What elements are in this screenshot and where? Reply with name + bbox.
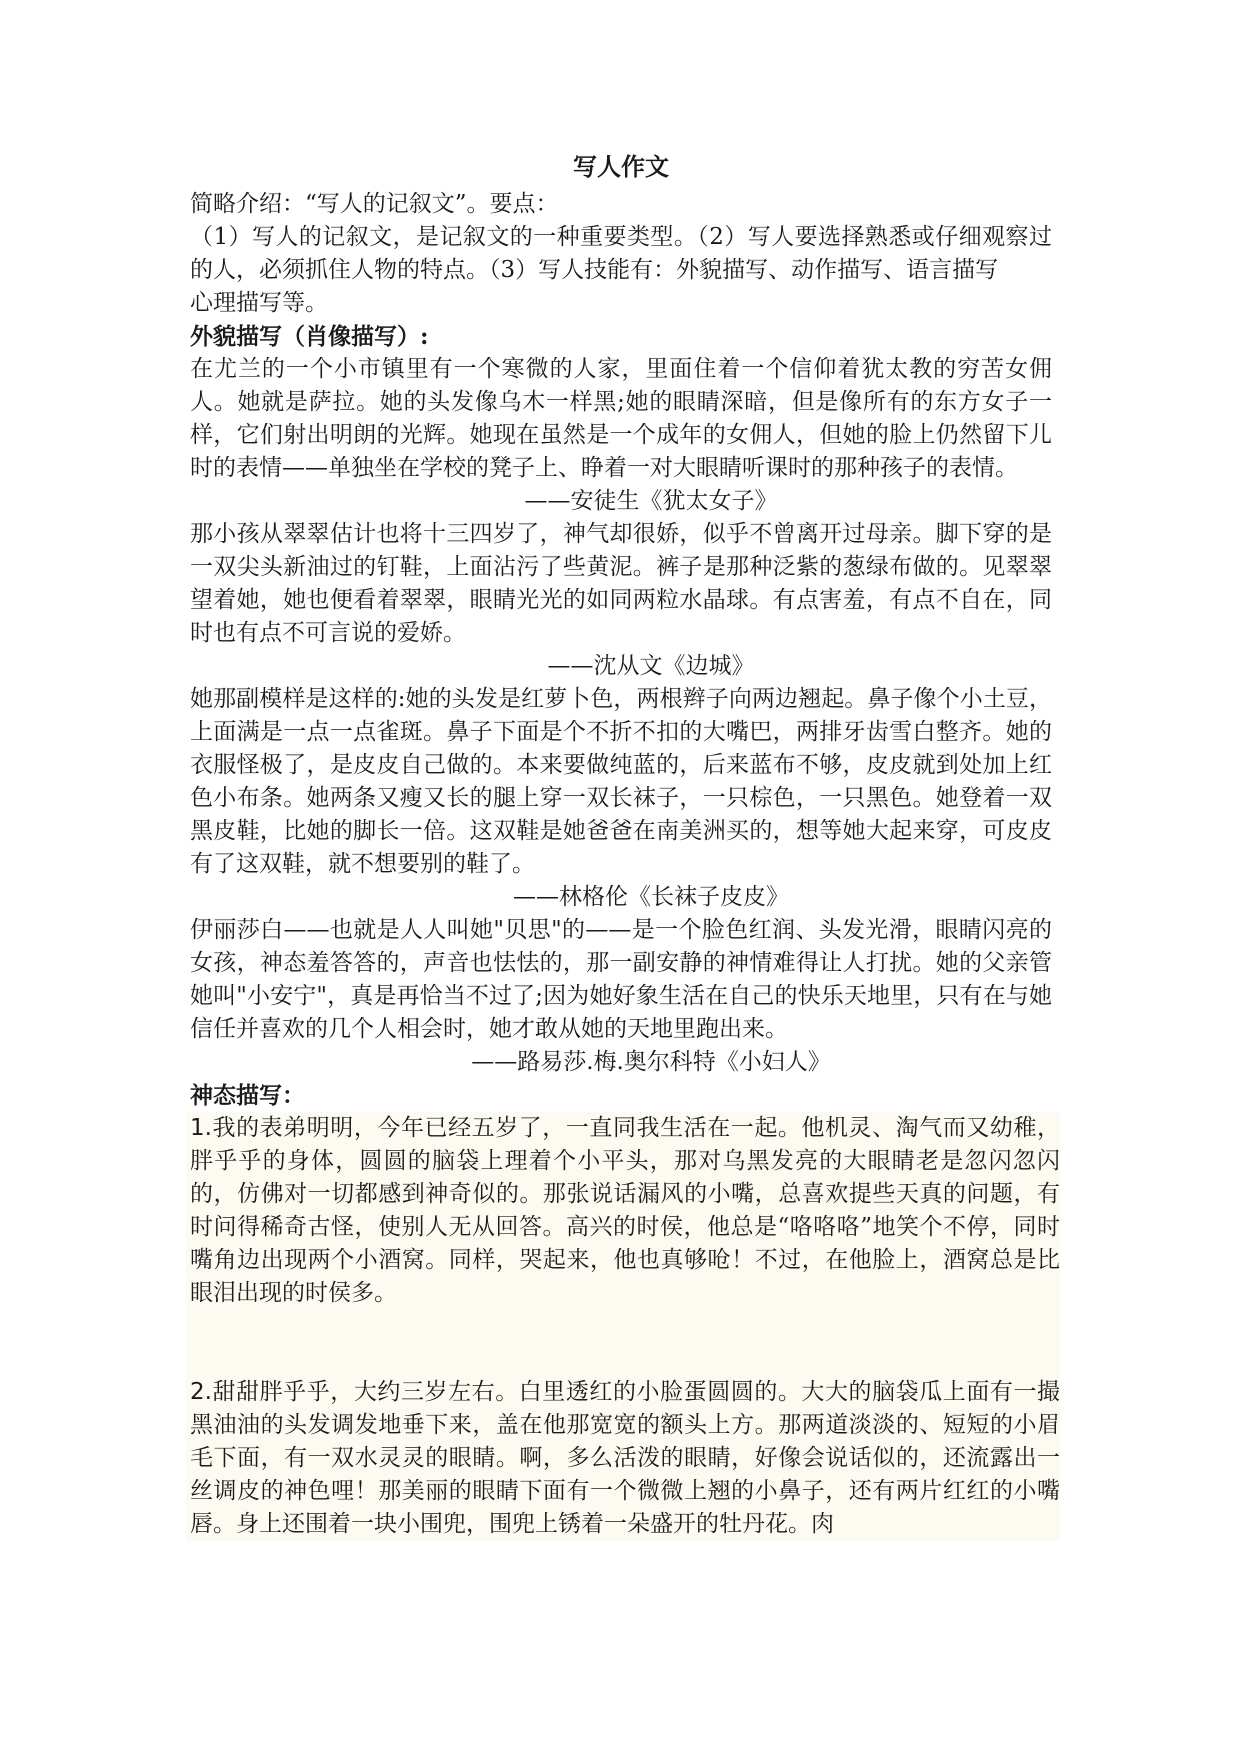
spacer [190,1310,1060,1376]
example-text: 我的表弟明明，今年已经五岁了，一直同我生活在一起。他机灵、淘气而又幼稚，胖乎乎的身体，圆圆的脑袋上理着个小平头，那对乌黑发亮的大眼睛老是忽闪忽闪的，仿佛对一切都感到神奇似的。那张说话漏风的小嘴，总喜欢提些天真的问题，有时问得稀奇古怪，使别人无从回答。高兴的时侯，他总是“咯咯咯”地笑个不停，同时嘴角边出现两个小酒窝。同样，哭起来，他也真够呛！不过，在他脸上，酒窝总是比眼泪出现的时侯多。 [190,1115,1060,1306]
document-title: 写人作文 [573,152,669,181]
intro-line-2: （1）写人的记叙文，是记叙文的一种重要类型。（2）写人要选择熟悉或仔细观察过的人，必须抓住人物的特点。（3）写人技能有：外貌描写、动作描写、语言描写 [190,224,1052,283]
section-heading-expression: 神态描写： [190,1082,305,1109]
passage-text: 那小孩从翠翠估计也将十三四岁了，神气却很娇，似乎不曾离开过母亲。脚下穿的是一双尖头新油过的钉鞋，上面沾污了些黄泥。裤子是那种泛紫的葱绿布做的。见翠翠望着她，她也便看着翠翠，眼睛光光的如同两粒水晶球。有点害羞，有点不自在，同时也有点不可言说的爱娇。 [190,521,1052,646]
passage-source: ——路易莎.梅.奥尔科特《小妇人》 [471,1049,831,1075]
passage-text: 她那副模样是这样的:她的头发是红萝卜色，两根辫子向两边翘起。鼻子像个小土豆，上面满是一点一点雀斑。鼻子下面是个不折不扣的大嘴巴，两排牙齿雪白整齐。她的衣服怪极了，是皮皮自己做的。本来要做纯蓝的，后来蓝布不够，皮皮就到处加上红色小布条。她两条又瘦又长的腿上穿一双长袜子，一只棕色，一只黑色。她登着一双黑皮鞋，比她的脚长一倍。这双鞋是她爸爸在南美洲买的，想等她大起来穿，可皮皮有了这双鞋，就不想要别的鞋了。 [190,686,1052,877]
intro-line-3: 心理描写等。 [190,290,328,316]
passage-text: 在尤兰的一个小市镇里有一个寒微的人家，里面住着一个信仰着犹太教的穷苦女佣人。她就是萨拉。她的头发像乌木一样黑;她的眼睛深暗，但是像所有的东方女子一样，它们射出明朗的光辉。她现在虽然是一个成年的女佣人，但她的脸上仍然留下儿时的表情——单独坐在学校的凳子上、睁着一对大眼睛听课时的那种孩子的表情。 [190,356,1052,481]
document-page [190,148,1060,1541]
example-text: 甜甜胖乎乎，大约三岁左右。白里透红的小脸蛋圆圆的。大大的脑袋瓜上面有一撮黑油油的头发调发地垂下来，盖在他那宽宽的额头上方。那两道淡淡的、短短的小眉毛下面，有一双水灵灵的眼睛。啊，多么活泼的眼睛，好像会说话似的，还流露出一丝调皮的神色哩！那美丽的眼睛下面有一个微微上翘的小鼻子，还有两片红红的小嘴唇。身上还围着一块小围兜，围兜上锈着一朵盛开的牡丹花。肉 [190,1379,1060,1537]
example-number: 1. [190,1115,212,1141]
passage-source: ——安徒生《犹太女子》 [524,488,778,514]
example-paragraph [190,1376,1060,1541]
intro-line-1: 简略介绍：“写人的记叙文”。要点： [190,191,559,217]
example-paragraph [190,1112,1060,1310]
passage-text: 伊丽莎白——也就是人人叫她"贝思"的——是一个脸色红润、头发光滑，眼睛闪亮的女孩，神态羞答答的，声音也怯怯的，那一副安静的神情难得让人打扰。她的父亲管她叫"小安宁"，真是再恰当不过了;因为她好象生活在自己的快乐天地里，只有在与她信任并喜欢的几个人相会时，她才敢从她的天地里跑出来。 [190,917,1052,1042]
examples-block [186,1112,1060,1541]
example-number: 2. [190,1379,212,1405]
passage-source: ——林格伦《长袜子皮皮》 [513,884,789,910]
section-heading-appearance: 外貌描写（肖像描写）: [190,323,429,350]
passage-source: ——沈从文《边城》 [547,653,755,679]
